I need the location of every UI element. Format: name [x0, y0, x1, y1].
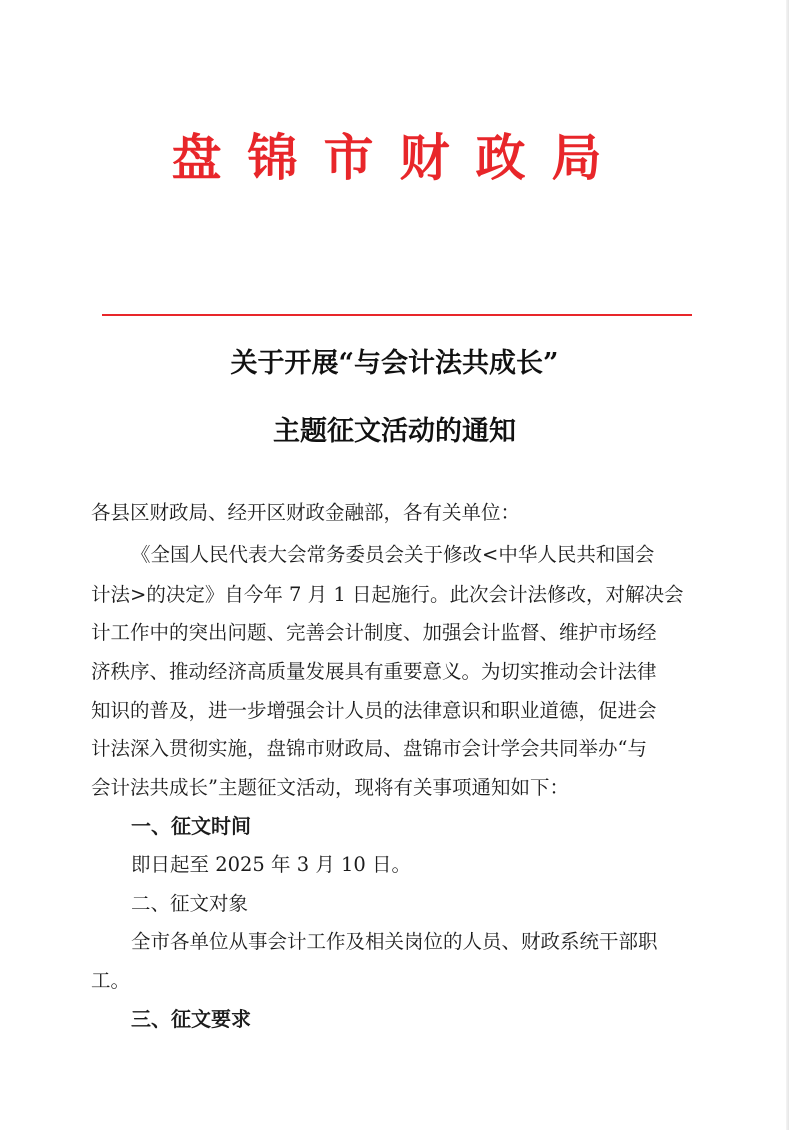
paragraph-line: 计法深入贯彻实施，盘锦市财政局、盘锦市会计学会共同举办“与 [91, 737, 647, 760]
document-title-line-2: 主题征文活动的通知 [273, 416, 516, 447]
paragraph-line: 会计法共成长”主题征文活动，现将有关事项通知如下： [91, 776, 569, 799]
salutation: 各县区财政局、经开区财政金融部，各有关单位： [91, 501, 521, 524]
agency-name-header: 盘锦市财政局 [171, 129, 628, 187]
section-content-audience: 工。 [91, 969, 131, 992]
paragraph-line: 计法>的决定》自今年 7 月 1 日起施行。此次会计法修改，对解决会 [91, 583, 684, 606]
section-heading-audience: 二、征文对象 [131, 892, 249, 915]
document-title-line-1: 关于开展“与会计法共成长” [230, 348, 559, 379]
red-divider-line [102, 314, 692, 316]
paragraph-line: 知识的普及，进一步增强会计人员的法律意识和职业道德，促进会 [91, 699, 657, 722]
paragraph-line: 济秩序、推动经济高质量发展具有重要意义。为切实推动会计法律 [91, 660, 657, 683]
section-heading-time: 一、征文时间 [131, 814, 251, 838]
paragraph-line: 计工作中的突出问题、完善会计制度、加强会计监督、维护市场经 [91, 621, 657, 644]
section-content-time: 即日起至 2025 年 3 月 10 日。 [131, 853, 412, 876]
paragraph-line: 《全国人民代表大会常务委员会关于修改<中华人民共和国会 [131, 543, 655, 566]
section-heading-requirements: 三、征文要求 [131, 1007, 251, 1031]
section-content-audience: 全市各单位从事会计工作及相关岗位的人员、财政系统干部职 [131, 930, 658, 953]
